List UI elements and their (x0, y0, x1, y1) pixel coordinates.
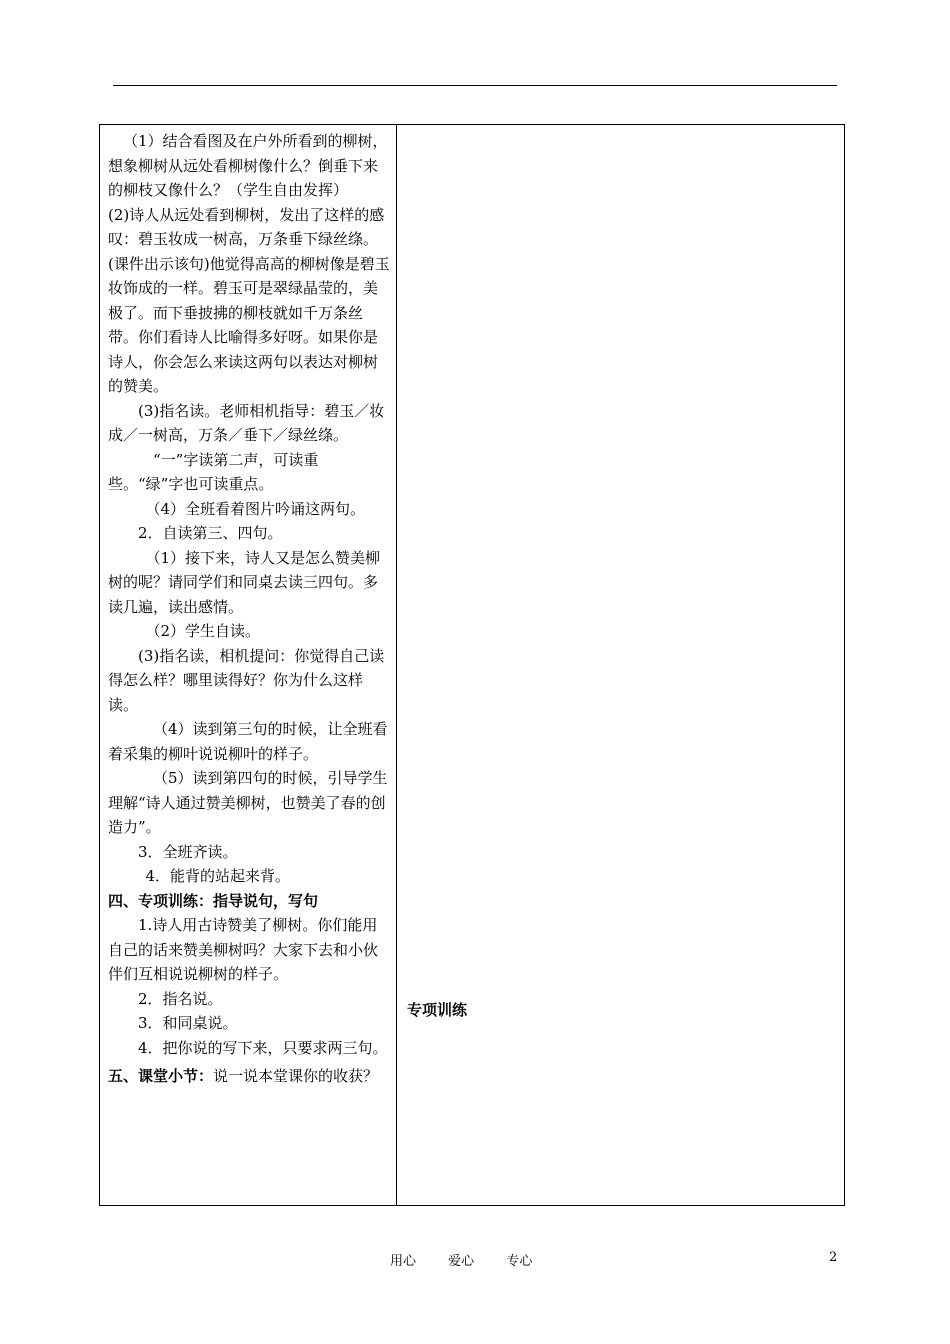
left-column (108, 129, 390, 1089)
para-5: （4）全班看着图片吟诵这两句。 (145, 499, 366, 518)
s4-para-2: 2．指名说。 (138, 989, 223, 1008)
para-6: 2．自读第三、四句。 (138, 524, 283, 542)
page-number: 2 (829, 1250, 838, 1265)
lesson-table (99, 124, 845, 1206)
footer-word-1: 用心 (390, 1254, 417, 1269)
section-4-title: 四、专项训练：指导说句，写句 (108, 891, 319, 910)
section-5 (108, 1064, 390, 1089)
para-13: 4．能背的站起来背。 (145, 867, 291, 885)
para-12: 3．全班齐读。 (138, 842, 238, 861)
para-1: （1）结合看图及在户外所看到的柳树，想象柳树从远处看柳树像什么？倒垂下来的柳枝又像什么？（学生自由发挥） (108, 132, 388, 199)
header-rule (113, 85, 837, 86)
para-2: (2)诗人从远处看到柳树，发出了这样的感叹：碧玉妆成一树高，万条垂下绿丝绦。(课件出示该句)他觉得高高的柳树像是碧玉妆饰成的一样。碧玉可是翠绿晶莹的，美极了。而下垂披拂的柳枝就如千万条丝带。你们看诗人比喻得多好呀。如果你是诗人，你会怎么来读这两句以表达对柳树的赞美。 (108, 205, 390, 395)
footer-word-2: 爱心 (448, 1254, 475, 1269)
para-3: (3)指名读。老师相机指导：碧玉／妆成／一树高，万条／垂下／绿丝绦。 (108, 401, 385, 444)
s4-para-4: 4．把你说的写下来，只要求两三句。 (138, 1038, 388, 1057)
footer-word-3: 专心 (506, 1254, 533, 1269)
para-11: （5）读到第四句的时候，引导学生理解“诗人通过赞美柳树，也赞美了春的创造力”。 (108, 769, 388, 836)
para-4: “一”字读第二声，可读重些。“绿”字也可读重点。 (108, 450, 319, 493)
s4-para-1: 1.诗人用古诗赞美了柳树。你们能用自己的话来赞美柳树吗？大家下去和小伙伴们互相说说柳树的样子。 (108, 916, 379, 983)
para-9: (3)指名读，相机提问：你觉得自己读得怎么样？哪里读得好？你为什么这样读。 (108, 646, 385, 714)
section-5-title: 五、课堂小节： (108, 1067, 214, 1085)
section-5-text: 说一说本堂课你的收获？ (213, 1067, 379, 1085)
footer-motto (390, 1250, 560, 1269)
para-10: （4）读到第三句的时候，让全班看着采集的柳叶说说柳叶的样子。 (108, 720, 388, 763)
para-7: （1）接下来，诗人又是怎么赞美柳树的呢？请同学们和同桌去读三四句。多读几遍，读出感情。 (108, 548, 381, 616)
column-divider (396, 125, 397, 1205)
right-column-label: 专项训练 (407, 1001, 468, 1019)
para-8: （2）学生自读。 (145, 622, 261, 640)
s4-para-3: 3．和同桌说。 (138, 1014, 238, 1032)
